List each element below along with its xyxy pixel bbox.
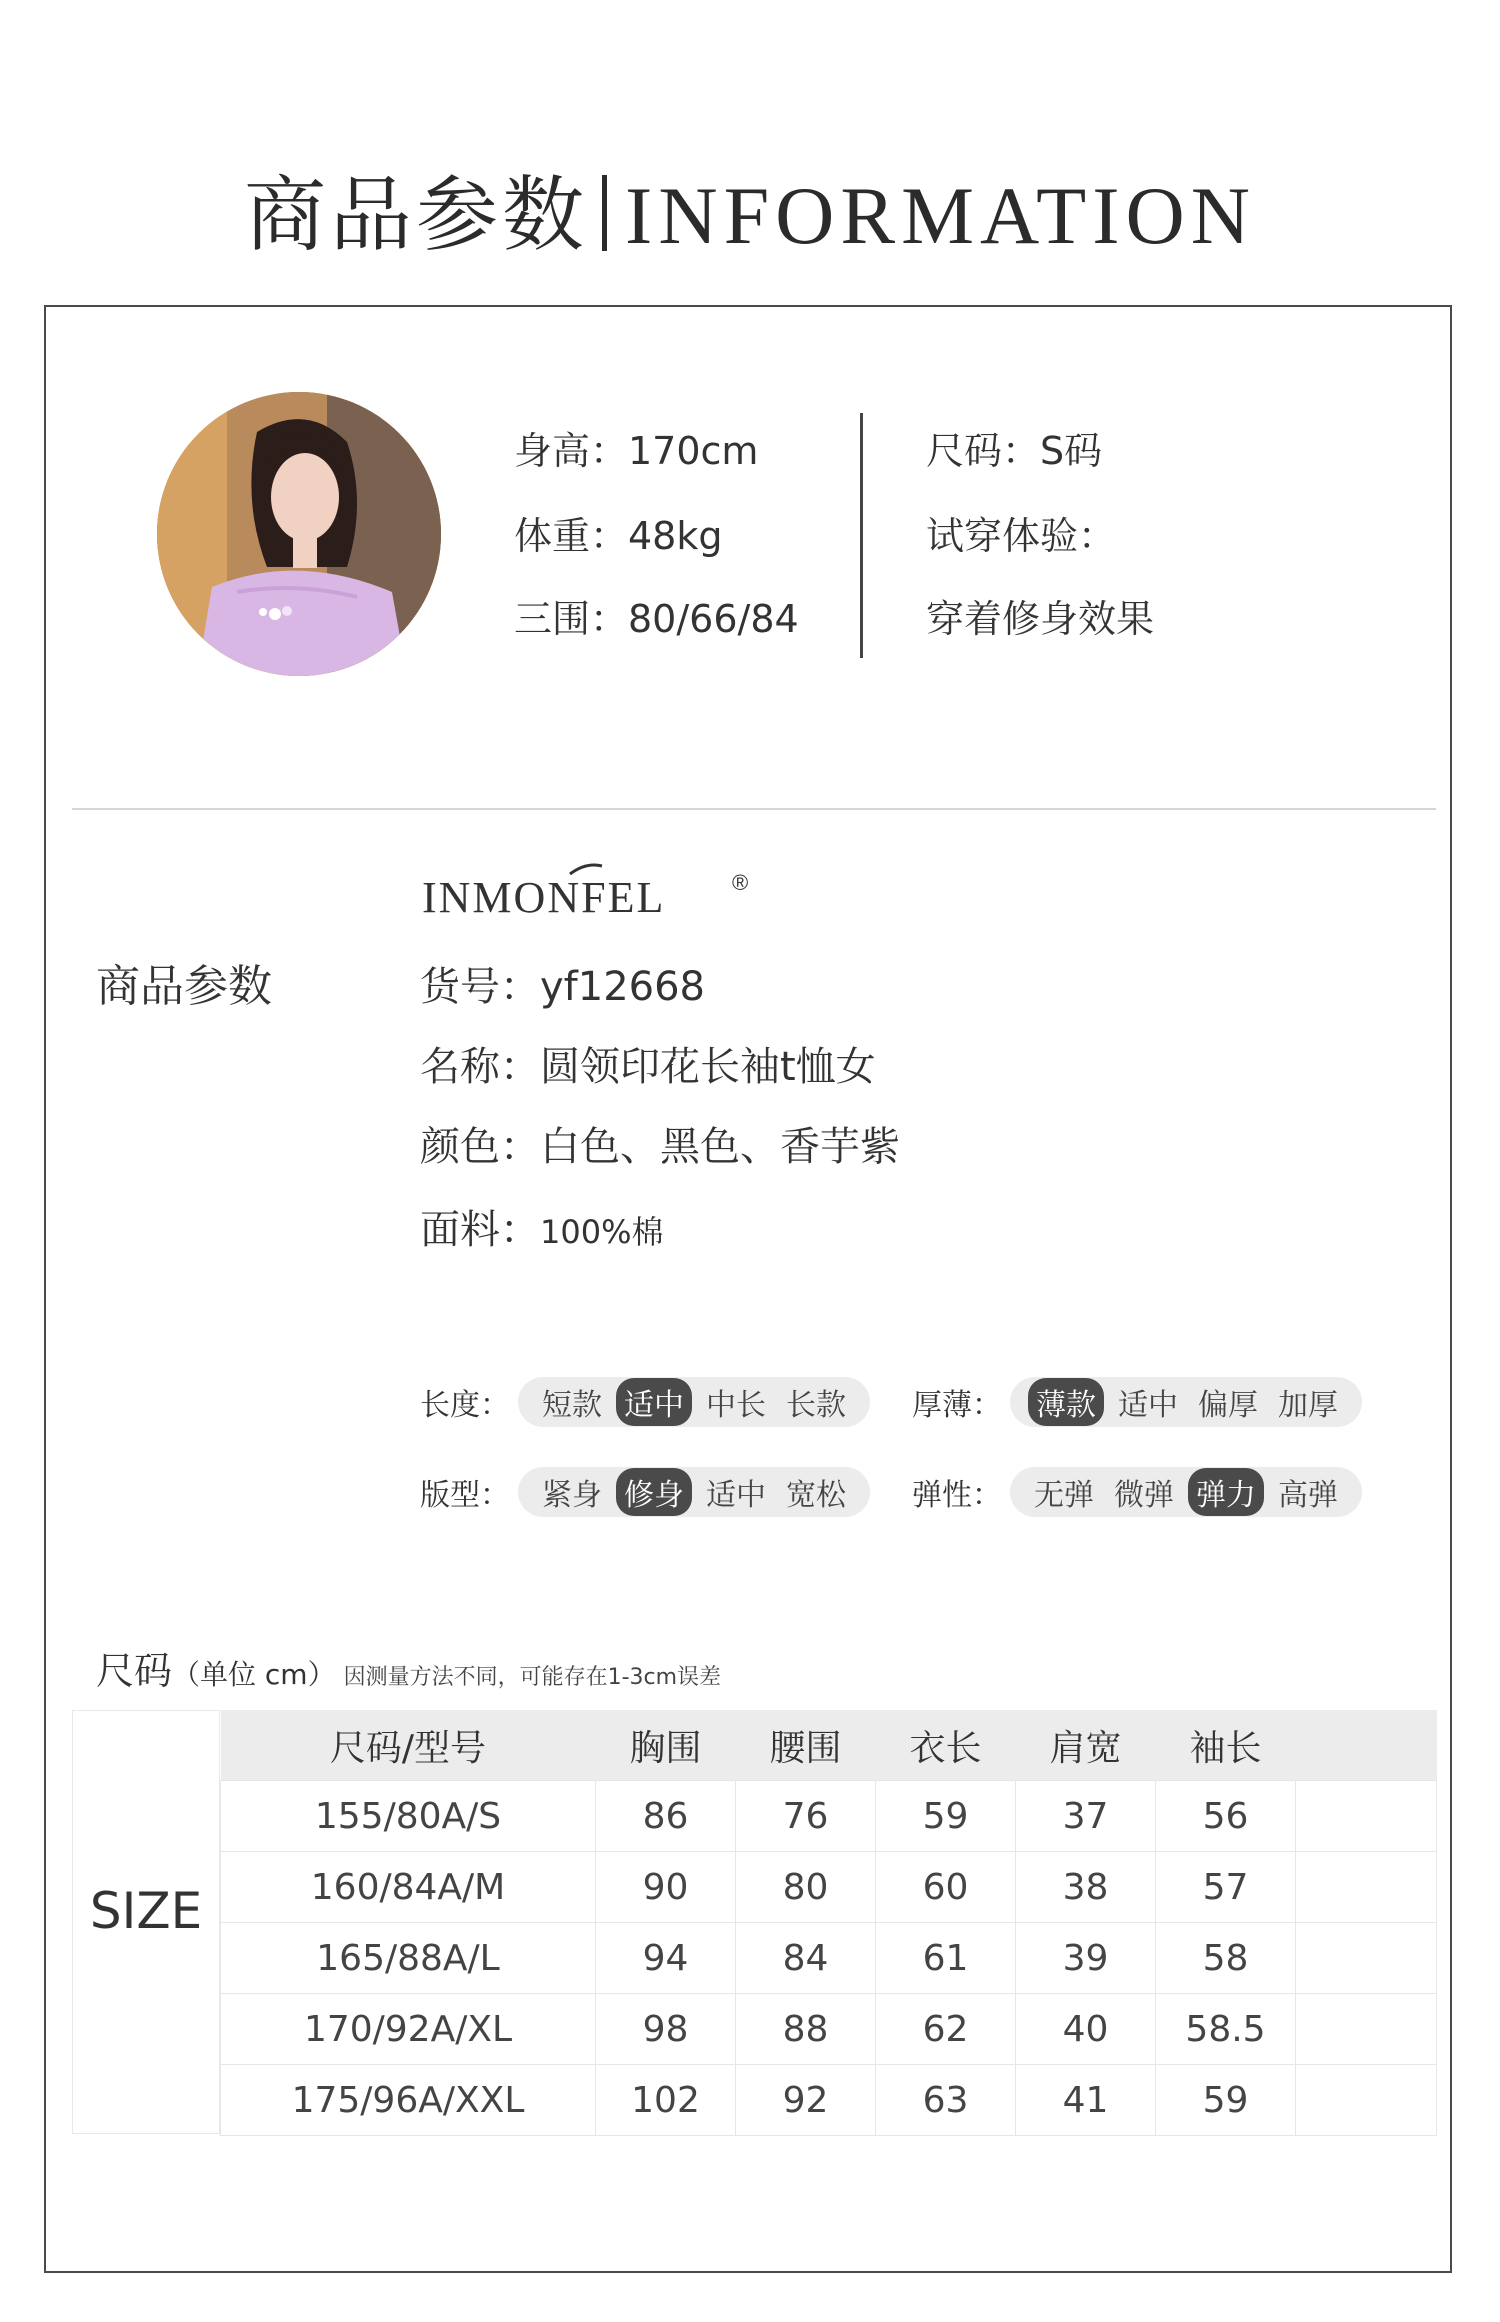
table-row xyxy=(221,1852,1437,1923)
cell-size: 160/84A/M xyxy=(221,1852,596,1923)
cell-shoulder: 41 xyxy=(1016,2065,1156,2136)
cell-size: 155/80A/S xyxy=(221,1781,596,1852)
model-weight: 体重：48kg xyxy=(514,514,723,558)
cell-waist: 92 xyxy=(736,2065,876,2136)
cell-bust: 102 xyxy=(596,2065,736,2136)
header-shoulder: 肩宽 xyxy=(1016,1710,1156,1781)
product-colors: 颜色：白色、黑色、香芋紫 xyxy=(420,1124,900,1170)
product-fabric xyxy=(420,1198,664,1255)
header-sleeve: 袖长 xyxy=(1156,1710,1296,1781)
model-height: 身高：170cm xyxy=(514,429,759,473)
thickness-scale xyxy=(912,1377,1362,1427)
cell-length: 61 xyxy=(876,1923,1016,1994)
item-number: 货号：yf12668 xyxy=(420,964,705,1010)
svg-text:®: ® xyxy=(732,870,749,895)
fit-label: 版型： xyxy=(420,1478,510,1513)
model-info-divider xyxy=(860,413,863,658)
cell-shoulder: 39 xyxy=(1016,1923,1156,1994)
cell-shoulder: 38 xyxy=(1016,1852,1156,1923)
cell-waist: 84 xyxy=(736,1923,876,1994)
title-separator xyxy=(602,175,607,251)
cell-waist: 76 xyxy=(736,1781,876,1852)
elasticity-option: 高弹 xyxy=(1278,1478,1338,1513)
fabric-value: 100%棉 xyxy=(540,1213,664,1251)
fit-option-selected: 修身 xyxy=(616,1468,692,1516)
cell-size: 175/96A/XXL xyxy=(221,2065,596,2136)
table-row xyxy=(221,1923,1437,1994)
title-cn: 商品参数 xyxy=(244,168,589,263)
length-option-selected: 适中 xyxy=(616,1378,692,1426)
elasticity-label: 弹性： xyxy=(912,1478,1002,1513)
size-chart-note: 因测量方法不同，可能存在1-3cm误差 xyxy=(343,1665,722,1690)
section-divider xyxy=(72,808,1436,810)
cell-empty xyxy=(1296,1994,1437,2065)
fit-scale xyxy=(420,1467,870,1517)
cell-empty xyxy=(1296,1852,1437,1923)
product-name: 名称：圆领印花长袖t恤女 xyxy=(420,1044,876,1090)
fit-experience-desc: 穿着修身效果 xyxy=(926,597,1155,641)
cell-size: 165/88A/L xyxy=(221,1923,596,1994)
elasticity-option-selected: 弹力 xyxy=(1188,1468,1264,1516)
cell-bust: 98 xyxy=(596,1994,736,2065)
size-table-header-row xyxy=(221,1710,1437,1781)
header-bust: 胸围 xyxy=(596,1710,736,1781)
thickness-option: 加厚 xyxy=(1278,1388,1338,1423)
fabric-label: 面料： xyxy=(420,1207,540,1253)
header-waist: 腰围 xyxy=(736,1710,876,1781)
thickness-option: 适中 xyxy=(1118,1388,1178,1423)
length-scale xyxy=(420,1377,870,1427)
title-en: INFORMATION xyxy=(625,170,1256,261)
cell-waist: 88 xyxy=(736,1994,876,2065)
brand-logo xyxy=(420,860,800,930)
header-size-model: 尺码/型号 xyxy=(221,1710,596,1781)
thickness-options xyxy=(1010,1377,1362,1427)
cell-length: 59 xyxy=(876,1781,1016,1852)
thickness-label: 厚薄： xyxy=(912,1388,1002,1423)
cell-shoulder: 37 xyxy=(1016,1781,1156,1852)
fit-option: 紧身 xyxy=(542,1478,602,1513)
length-label: 长度： xyxy=(420,1388,510,1423)
header-length: 衣长 xyxy=(876,1710,1016,1781)
cell-empty xyxy=(1296,1923,1437,1994)
thickness-option-selected: 薄款 xyxy=(1028,1378,1104,1426)
cell-length: 62 xyxy=(876,1994,1016,2065)
elasticity-options xyxy=(1010,1467,1362,1517)
size-chart-heading xyxy=(96,1640,721,1695)
model-size: 尺码：S码 xyxy=(926,429,1103,473)
size-table xyxy=(220,1710,1437,2136)
cell-sleeve: 58 xyxy=(1156,1923,1296,1994)
thickness-option: 偏厚 xyxy=(1198,1388,1258,1423)
elasticity-option: 无弹 xyxy=(1034,1478,1094,1513)
fit-experience-label: 试穿体验： xyxy=(926,514,1117,558)
size-side-label: SIZE xyxy=(89,1882,203,1940)
length-options xyxy=(518,1377,870,1427)
table-row xyxy=(221,1994,1437,2065)
cell-bust: 86 xyxy=(596,1781,736,1852)
header-empty xyxy=(1296,1710,1437,1781)
cell-shoulder: 40 xyxy=(1016,1994,1156,2065)
table-row xyxy=(221,1781,1437,1852)
params-section-label: 商品参数 xyxy=(96,961,272,1012)
fit-option: 适中 xyxy=(706,1478,766,1513)
cell-bust: 94 xyxy=(596,1923,736,1994)
cell-sleeve: 59 xyxy=(1156,2065,1296,2136)
model-photo-illustration xyxy=(157,392,441,676)
cell-sleeve: 57 xyxy=(1156,1852,1296,1923)
cell-bust: 90 xyxy=(596,1852,736,1923)
length-option: 中长 xyxy=(706,1388,766,1423)
cell-sleeve: 56 xyxy=(1156,1781,1296,1852)
page-title xyxy=(0,150,1500,267)
svg-text:INMONFEL: INMONFEL xyxy=(422,873,666,922)
model-measurements: 三围：80/66/84 xyxy=(514,597,799,641)
size-chart-unit: （单位 cm） xyxy=(172,1658,336,1691)
cell-sleeve: 58.5 xyxy=(1156,1994,1296,2065)
elasticity-scale xyxy=(912,1467,1362,1517)
cell-empty xyxy=(1296,2065,1437,2136)
fit-options xyxy=(518,1467,870,1517)
length-option: 长款 xyxy=(786,1388,846,1423)
cell-waist: 80 xyxy=(736,1852,876,1923)
length-option: 短款 xyxy=(542,1388,602,1423)
table-row xyxy=(221,2065,1437,2136)
elasticity-option: 微弹 xyxy=(1114,1478,1174,1513)
size-chart-title: 尺码 xyxy=(96,1649,173,1693)
fit-option: 宽松 xyxy=(786,1478,846,1513)
model-avatar xyxy=(157,392,441,676)
cell-length: 63 xyxy=(876,2065,1016,2136)
cell-length: 60 xyxy=(876,1852,1016,1923)
cell-size: 170/92A/XL xyxy=(221,1994,596,2065)
cell-empty xyxy=(1296,1781,1437,1852)
